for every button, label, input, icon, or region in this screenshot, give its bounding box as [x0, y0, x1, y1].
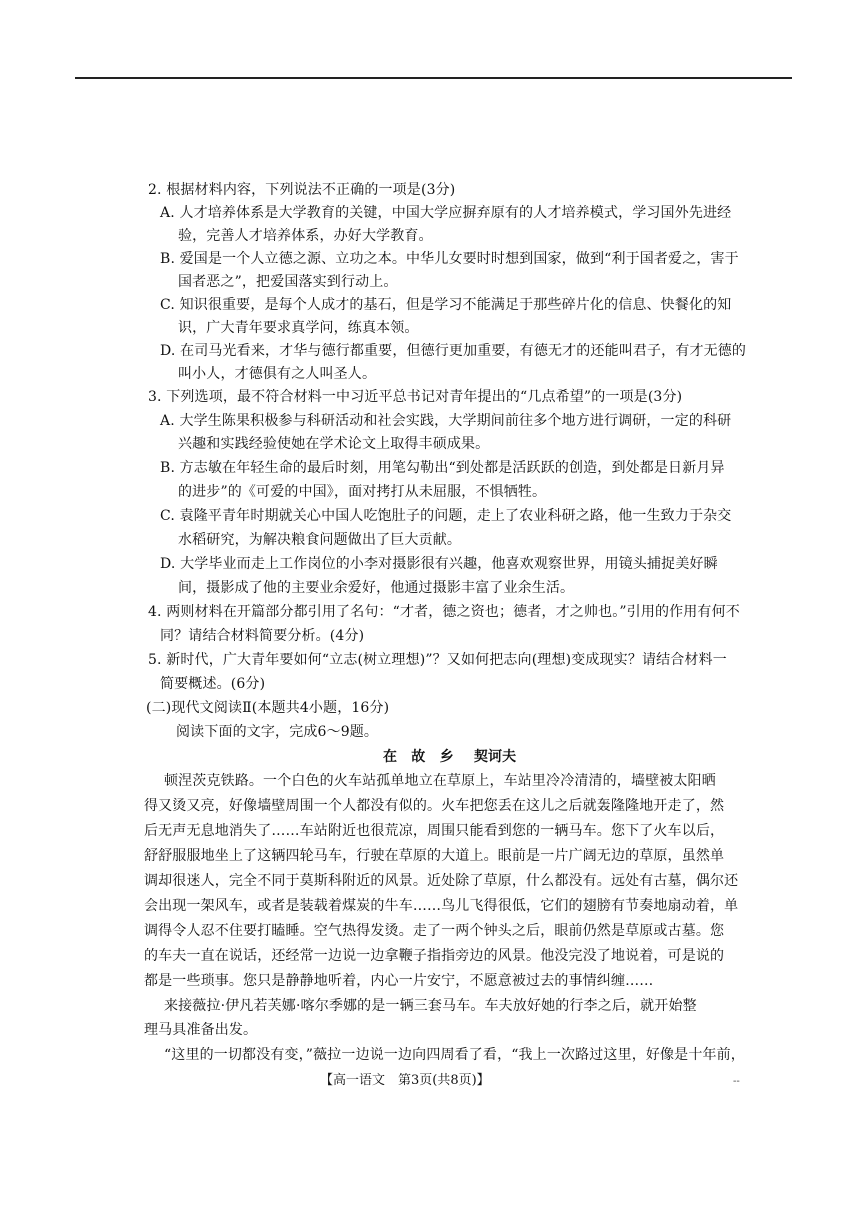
question-4-stem-cont: 同？请结合材料简要分析。(4分) [160, 628, 365, 644]
question-2-option-a: A. 人才培养体系是大学教育的关键，中国大学应摒弃原有的人才培养模式，学习国外先进经 [160, 205, 732, 221]
story-paragraph-1-line: 的车夫一直在说话，还经常一边说一边拿鞭子指指旁边的风景。他没完没了地说着，可是说的 [144, 948, 725, 964]
question-2-option-c-cont: 识，广大青年要求真学问，练真本领。 [178, 320, 419, 336]
header-rule [75, 77, 792, 79]
question-3-option-c-cont: 水稻研究，为解决粮食问题做出了巨大贡献。 [178, 532, 461, 548]
story-paragraph-1-line: 会出现一架风车，或者是装载着煤炭的牛车……鸟儿飞得很低，它们的翅膀有节奏地扇动着，单 [144, 898, 739, 914]
story-paragraph-1-line: 调却很迷人，完全不同于莫斯科附近的风景。近处除了草原，什么都没有。远处有古墓，偶尔还 [144, 873, 739, 889]
question-3-option-b-cont: 的进步”的《可爱的中国》，面对拷打从未屈服，不惧牺牲。 [178, 484, 547, 500]
question-3-stem: 3. 下列选项，最不符合材料一中习近平总书记对青年提出的“几点希望”的一项是(3分) [148, 389, 683, 405]
story-paragraph-2-line: 理马具准备出发。 [144, 1022, 258, 1038]
story-title-line [383, 748, 516, 766]
footer-mark: -- [733, 1076, 740, 1087]
story-title: 在 故 乡 [383, 749, 454, 765]
story-paragraph-1-line: 顿涅茨克铁路。一个白色的火车站孤单地立在草原上，车站里冷冷清清的，墙壁被太阳晒 [164, 773, 716, 789]
question-5-stem-cont: 简要概述。(6分) [160, 676, 266, 692]
question-3-option-d-cont: 间，摄影成了他的主要业余爱好，他通过摄影丰富了业余生活。 [178, 580, 575, 596]
page-footer: 【高一语文 第3页(共8页)】 [320, 1073, 490, 1088]
question-3-option-a-cont: 兴趣和实践经验使她在学术论文上取得丰硕成果。 [178, 436, 490, 452]
story-paragraph-1-line: 舒舒服服地坐上了这辆四轮马车，行驶在草原的大道上。眼前是一片广阔无边的草原，虽然单 [144, 848, 725, 864]
question-4-stem: 4. 两则材料在开篇部分都引用了名句：“才者，德之资也；德者，才之帅也。”引用的作用有何不 [148, 604, 740, 620]
story-paragraph-1-line: 都是一些琐事。您只是静静地听着，内心一片安宁，不愿意被过去的事情纠缠…… [144, 973, 654, 989]
story-paragraph-3-line: “这里的一切都没有变，”薇拉一边说一边向四周看了看，“我上一次路过这里，好像是十年前， [164, 1047, 745, 1063]
story-paragraph-2-line: 来接薇拉·伊凡若芙娜·喀尔季娜的是一辆三套马车。车夫放好她的行李之后，就开始整 [164, 998, 697, 1014]
question-2-stem: 2. 根据材料内容，下列说法不正确的一项是(3分) [148, 182, 456, 198]
question-2-option-b: B. 爱国是一个人立德之源、立功之本。中华儿女要时时想到国家，做到“利于国者爱之，害于 [160, 251, 739, 267]
story-author: 契诃夫 [473, 749, 517, 765]
story-paragraph-1-line: 后无声无息地消失了……车站附近也很荒凉，周围只能看到您的一辆马车。您下了火车以后， [144, 823, 725, 839]
question-3-option-b: B. 方志敏在年轻生命的最后时刻，用笔勾勒出“到处都是活跃跃的创造，到处都是日新月异 [160, 460, 725, 476]
question-3-option-d: D. 大学毕业而走上工作岗位的小李对摄影很有兴趣，他喜欢观察世界，用镜头捕捉美好瞬 [160, 556, 718, 572]
question-2-option-b-cont: 国者恶之”，把爱国落实到行动上。 [178, 274, 398, 290]
question-5-stem: 5. 新时代，广大青年要如何“立志(树立理想)”？又如何把志向(理想)变成现实？请结合材料一 [148, 652, 727, 668]
question-3-option-c: C. 袁隆平青年时期就关心中国人吃饱肚子的问题，走上了农业科研之路，他一生致力于杂交 [160, 508, 732, 524]
question-2-option-d-cont: 叫小人，才德俱有之人叫圣人。 [178, 366, 377, 382]
section-instruction: 阅读下面的文字，完成6～9题。 [176, 724, 379, 740]
question-2-option-c: C. 知识很重要，是每个人成才的基石，但是学习不能满足于那些碎片化的信息、快餐化的知 [160, 297, 732, 313]
section-heading: (二)现代文阅读Ⅱ(本题共4小题，16分) [146, 700, 390, 716]
question-3-option-a: A. 大学生陈果积极参与科研活动和社会实践，大学期间前往多个地方进行调研，一定的科研 [160, 413, 732, 429]
question-2-option-a-cont: 验，完善人才培养体系，办好大学教育。 [178, 228, 433, 244]
question-2-option-d: D. 在司马光看来，才华与德行都重要，但德行更加重要，有德无才的还能叫君子，有才无德的 [160, 343, 747, 359]
story-paragraph-1-line: 得又烫又亮，好像墙壁周围一个人都没有似的。火车把您丢在这儿之后就轰隆隆地开走了，然 [144, 798, 725, 814]
story-paragraph-1-line: 调得令人忍不住要打瞌睡。空气热得发烫。走了一两个钟头之后，眼前仍然是草原或古墓。您 [144, 923, 725, 939]
